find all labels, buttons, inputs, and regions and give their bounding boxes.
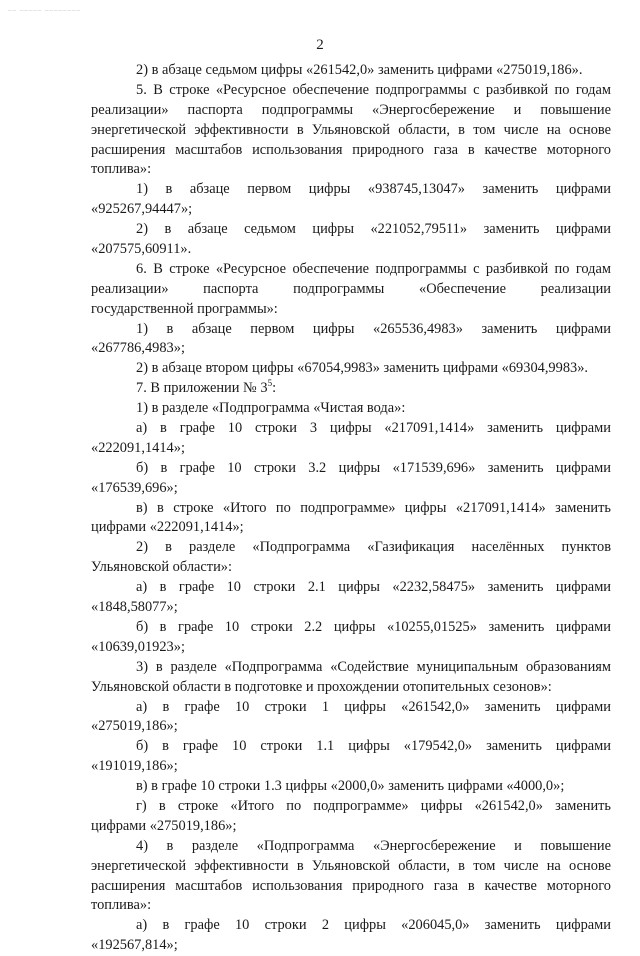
text-line xyxy=(91,877,611,897)
text-line-content: 2) в разделе «Подпрограмма «Газификация населённых пунктов xyxy=(136,539,611,556)
text-line-content: а) в графе 10 строки 2.1 цифры «2232,58475» заменить цифрами xyxy=(136,579,611,596)
text-line-content: 2) в абзаце втором цифры «67054,9983» заменить цифрами «69304,9983». xyxy=(136,360,589,377)
text-line xyxy=(91,598,611,618)
text-line xyxy=(91,797,611,817)
text-line xyxy=(91,141,611,161)
text-line-content: 1) в абзаце первом цифры «938745,13047» заменить цифрами xyxy=(136,181,611,198)
text-line-content: «10639,01923»; xyxy=(91,638,185,655)
text-line xyxy=(91,160,611,180)
text-line xyxy=(91,439,611,459)
text-line-content: реализации» паспорта подпрограммы «Энергосбережение и повышение xyxy=(91,101,611,118)
text-line xyxy=(91,180,611,200)
text-line xyxy=(91,479,611,499)
text-line-content: б) в графе 10 строки 2.2 цифры «10255,01525» заменить цифрами xyxy=(136,618,611,635)
text-line-content: в) в графе 10 строки 1.3 цифры «2000,0» заменить цифрами «4000,0»; xyxy=(136,778,565,795)
text-line xyxy=(91,280,611,300)
text-line-content: 2) в абзаце седьмом цифры «261542,0» заменить цифрами «275019,186». xyxy=(136,62,583,78)
superscript: 5 xyxy=(267,378,273,389)
text-line-content: «925267,94447»; xyxy=(91,201,193,218)
text-line xyxy=(91,300,611,320)
text-line-content: цифрами «222091,1414»; xyxy=(91,519,244,536)
text-line xyxy=(91,777,611,797)
text-line xyxy=(91,857,611,877)
text-line-content: 4) в разделе «Подпрограмма «Энергосбережение и повышение xyxy=(136,837,611,854)
text-line-content: 1) в абзаце первом цифры «265536,4983» заменить цифрами xyxy=(136,320,611,337)
scan-corner-mark: –– ––––– –––––––– xyxy=(8,6,81,14)
text-line xyxy=(91,558,611,578)
text-line xyxy=(91,737,611,757)
text-line-content: расширения масштабов использования природного газа в качестве моторного xyxy=(91,877,611,894)
text-line-content: энергетической эффективности в Ульяновской области, в том числе на основе xyxy=(91,121,611,138)
text-line xyxy=(91,459,611,479)
text-line-content: цифрами «275019,186»; xyxy=(91,817,237,834)
text-line-content: в) в строке «Итого по подпрограмме» цифры «217091,1414» заменить xyxy=(136,499,611,516)
text-line xyxy=(91,698,611,718)
text-line-content: расширения масштабов использования природного газа в качестве моторного xyxy=(91,141,611,158)
text-line xyxy=(91,757,611,777)
text-line-content: 5. В строке «Ресурсное обеспечение подпрограммы с разбивкой по годам xyxy=(136,81,611,98)
text-line-content: а) в графе 10 строки 2 цифры «206045,0» заменить цифрами xyxy=(136,917,611,934)
text-line xyxy=(91,936,611,956)
text-line-content: «1848,58077»; xyxy=(91,599,178,616)
text-line xyxy=(91,379,611,399)
text-line xyxy=(91,896,611,916)
text-line xyxy=(91,339,611,359)
text-line xyxy=(91,121,611,141)
text-line xyxy=(91,200,611,220)
text-line-content: б) в графе 10 строки 1.1 цифры «179542,0» заменить цифрами xyxy=(136,738,611,755)
text-line-content: «267786,4983»; xyxy=(91,340,185,357)
text-line xyxy=(91,399,611,419)
text-line xyxy=(91,717,611,737)
text-line-content: Ульяновской области в подготовке и прохождении отопительных сезонов»: xyxy=(91,678,552,695)
text-line-content: энергетической эффективности в Ульяновской области, в том числе на основе xyxy=(91,857,611,874)
text-line xyxy=(91,81,611,101)
text-line xyxy=(91,260,611,280)
text-line-content: государственной программы»: xyxy=(91,300,278,317)
text-line xyxy=(91,817,611,837)
text-line-suffix: : xyxy=(272,380,277,397)
text-line xyxy=(91,538,611,558)
text-line xyxy=(91,658,611,678)
text-line-content: «191019,186»; xyxy=(91,758,178,775)
text-line-content: «275019,186»; xyxy=(91,718,178,735)
text-line-content: «207575,60911». xyxy=(91,241,192,258)
text-line-content: 2) в абзаце седьмом цифры «221052,79511» заменить цифрами xyxy=(136,221,611,238)
text-line xyxy=(91,61,611,81)
text-line-content: г) в строке «Итого по подпрограмме» цифры «261542,0» заменить xyxy=(136,797,611,814)
text-line xyxy=(91,499,611,519)
text-line xyxy=(91,916,611,936)
text-line xyxy=(91,618,611,638)
text-line-content: а) в графе 10 строки 1 цифры «261542,0» заменить цифрами xyxy=(136,698,611,715)
text-line xyxy=(91,101,611,121)
text-line xyxy=(91,518,611,538)
text-line-content: б) в графе 10 строки 3.2 цифры «171539,696» заменить цифрами xyxy=(136,459,611,476)
text-line xyxy=(91,359,611,379)
text-line xyxy=(91,678,611,698)
text-line-content: 7. В приложении № 3 xyxy=(136,380,268,397)
text-line-content: «176539,696»; xyxy=(91,479,178,496)
text-line xyxy=(91,419,611,439)
text-line-content: «222091,1414»; xyxy=(91,439,185,456)
text-line-content: топлива»: xyxy=(91,161,152,178)
page-number: 2 xyxy=(316,37,324,53)
text-line-content: топлива»: xyxy=(91,897,152,914)
text-line xyxy=(91,240,611,260)
text-line-content: 3) в разделе «Подпрограмма «Содействие муниципальным образованиям xyxy=(136,658,611,675)
text-line xyxy=(91,320,611,340)
text-line-content: 1) в разделе «Подпрограмма «Чистая вода»: xyxy=(136,400,406,417)
text-line-content: «192567,814»; xyxy=(91,937,178,954)
text-line xyxy=(91,578,611,598)
text-line-content: а) в графе 10 строки 3 цифры «217091,1414» заменить цифрами xyxy=(136,420,611,437)
document-body xyxy=(91,61,611,956)
text-line xyxy=(91,220,611,240)
text-line-content: 6. В строке «Ресурсное обеспечение подпрограммы с разбивкой по годам xyxy=(136,260,611,277)
text-line-content: Ульяновской области»: xyxy=(91,559,232,576)
text-line xyxy=(91,837,611,857)
text-line-content: реализации» паспорта подпрограммы «Обеспечение реализации xyxy=(91,280,611,297)
text-line xyxy=(91,638,611,658)
